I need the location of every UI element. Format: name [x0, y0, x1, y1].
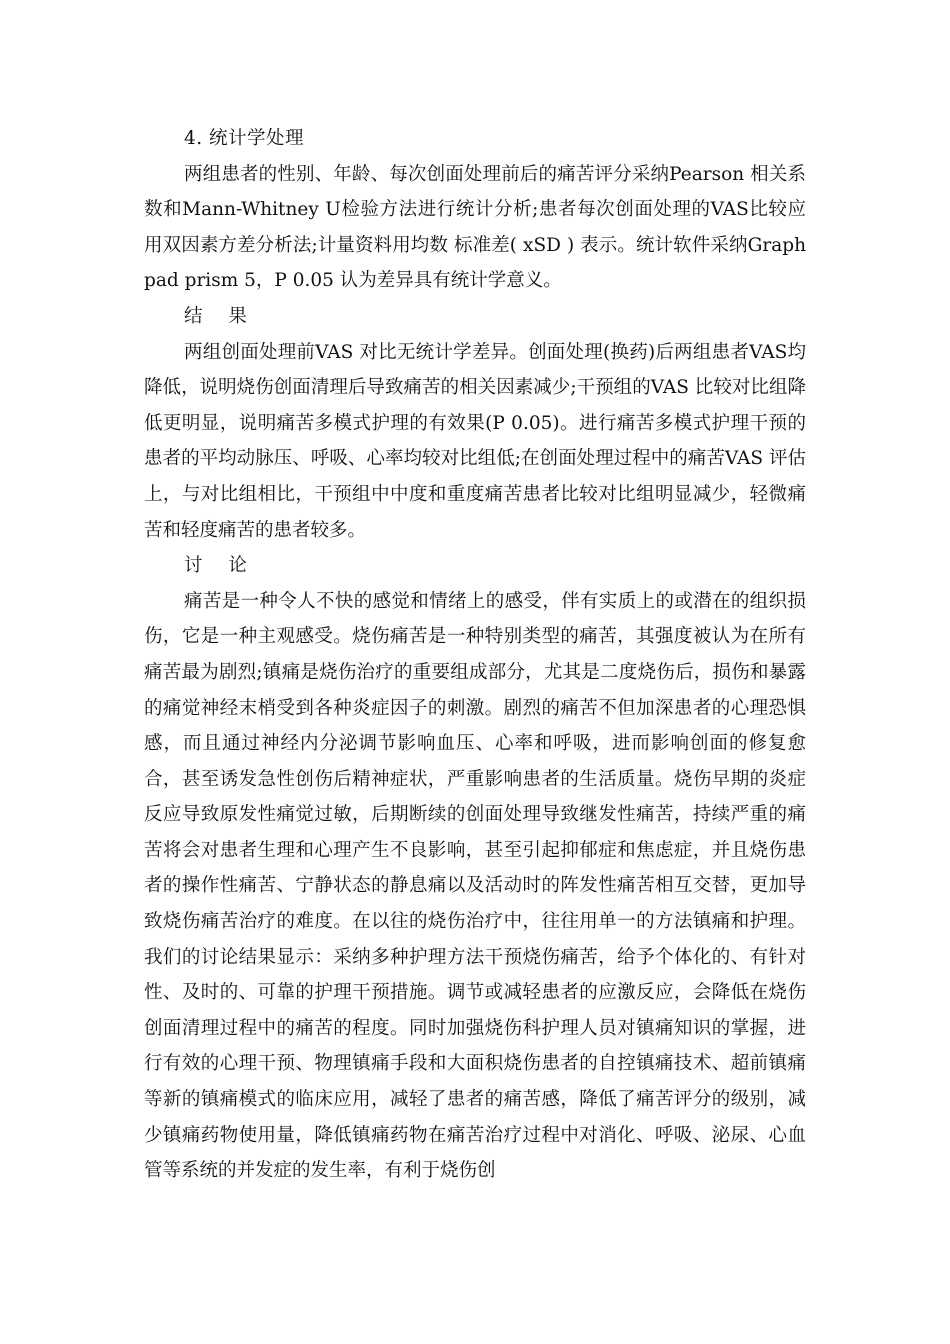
document-page [144, 121, 806, 1189]
discussion-heading: 讨 论 [184, 555, 257, 577]
results-heading: 结 果 [184, 305, 257, 327]
stats-heading: 4. 统计学处理 [184, 128, 305, 149]
discussion-paragraph: 痛苦是一种令人不快的感觉和情绪上的感受，伴有实质上的或潜在的组织损伤，它是一种主观感受。烧伤痛苦是一种特别类型的痛苦，其强度被认为在所有痛苦最为剧烈;镇痛是烧伤治疗的重要组成部分，尤其是二度烧伤后，损伤和暴露的痛觉神经末梢受到各种炎症因子的刺激。剧烈的痛苦不但加深患者的心理恐惧感，而且通过神经内分泌调节影响血压、心率和呼吸，进而影响创面的修复愈合，甚至诱发急性创伤后精神症状，严重影响患者的生活质量。烧伤早期的炎症反应导致原发性痛觉过敏，后期断续的创面处理导致继发性痛苦，持续严重的痛苦将会对患者生理和心理产生不良影响，甚至引起抑郁症和焦虑症，并且烧伤患者的操作性痛苦、宁静状态的静息痛以及活动时的阵发性痛苦相互交替，更加导致烧伤痛苦治疗的难度。在以往的烧伤治疗中，往往用单一的方法镇痛和护理。我们的讨论结果显示：采纳多种护理方法干预烧伤痛苦，给予个体化的、有针对性、及时的、可靠的护理干预措施。调节或减轻患者的应激反应，会降低在烧伤创面清理过程中的痛苦的程度。同时加强烧伤科护理人员对镇痛知识的掌握，进行有效的心理干预、物理镇痛手段和大面积烧伤患者的自控镇痛技术、超前镇痛等新的镇痛模式的临床应用，减轻了患者的痛苦感，降低了痛苦评分的级别，减少镇痛药物使用量，降低镇痛药物在痛苦治疗过程中对消化、呼吸、泌尿、心血管等系统的并发症的发生率，有利于烧伤创 [144, 590, 806, 1182]
stats-paragraph: 两组患者的性别、年龄、每次创面处理前后的痛苦评分采纳Pearson 相关系数和Mann-Whitney U检验方法进行统计分析;患者每次创面处理的VAS比较应用双因素方差分析法;计量资料用均数 标准差( xSD ) 表示。统计软件采纳Graph pad prism 5，P 0.05 认为差异具有统计学意义。 [144, 163, 806, 292]
results-paragraph: 两组创面处理前VAS 对比无统计学差异。创面处理(换药)后两组患者VAS均降低，说明烧伤创面清理后导致痛苦的相关因素减少;干预组的VAS 比较对比组降低更明显，说明痛苦多模式护理的有效果(P 0.05)。进行痛苦多模式护理干预的患者的平均动脉压、呼吸、心率均较对比组低;在创面处理过程中的痛苦VAS 评估上，与对比组相比，干预组中中度和重度痛苦患者比较对比组明显减少，轻微痛苦和轻度痛苦的患者较多。 [144, 341, 806, 541]
